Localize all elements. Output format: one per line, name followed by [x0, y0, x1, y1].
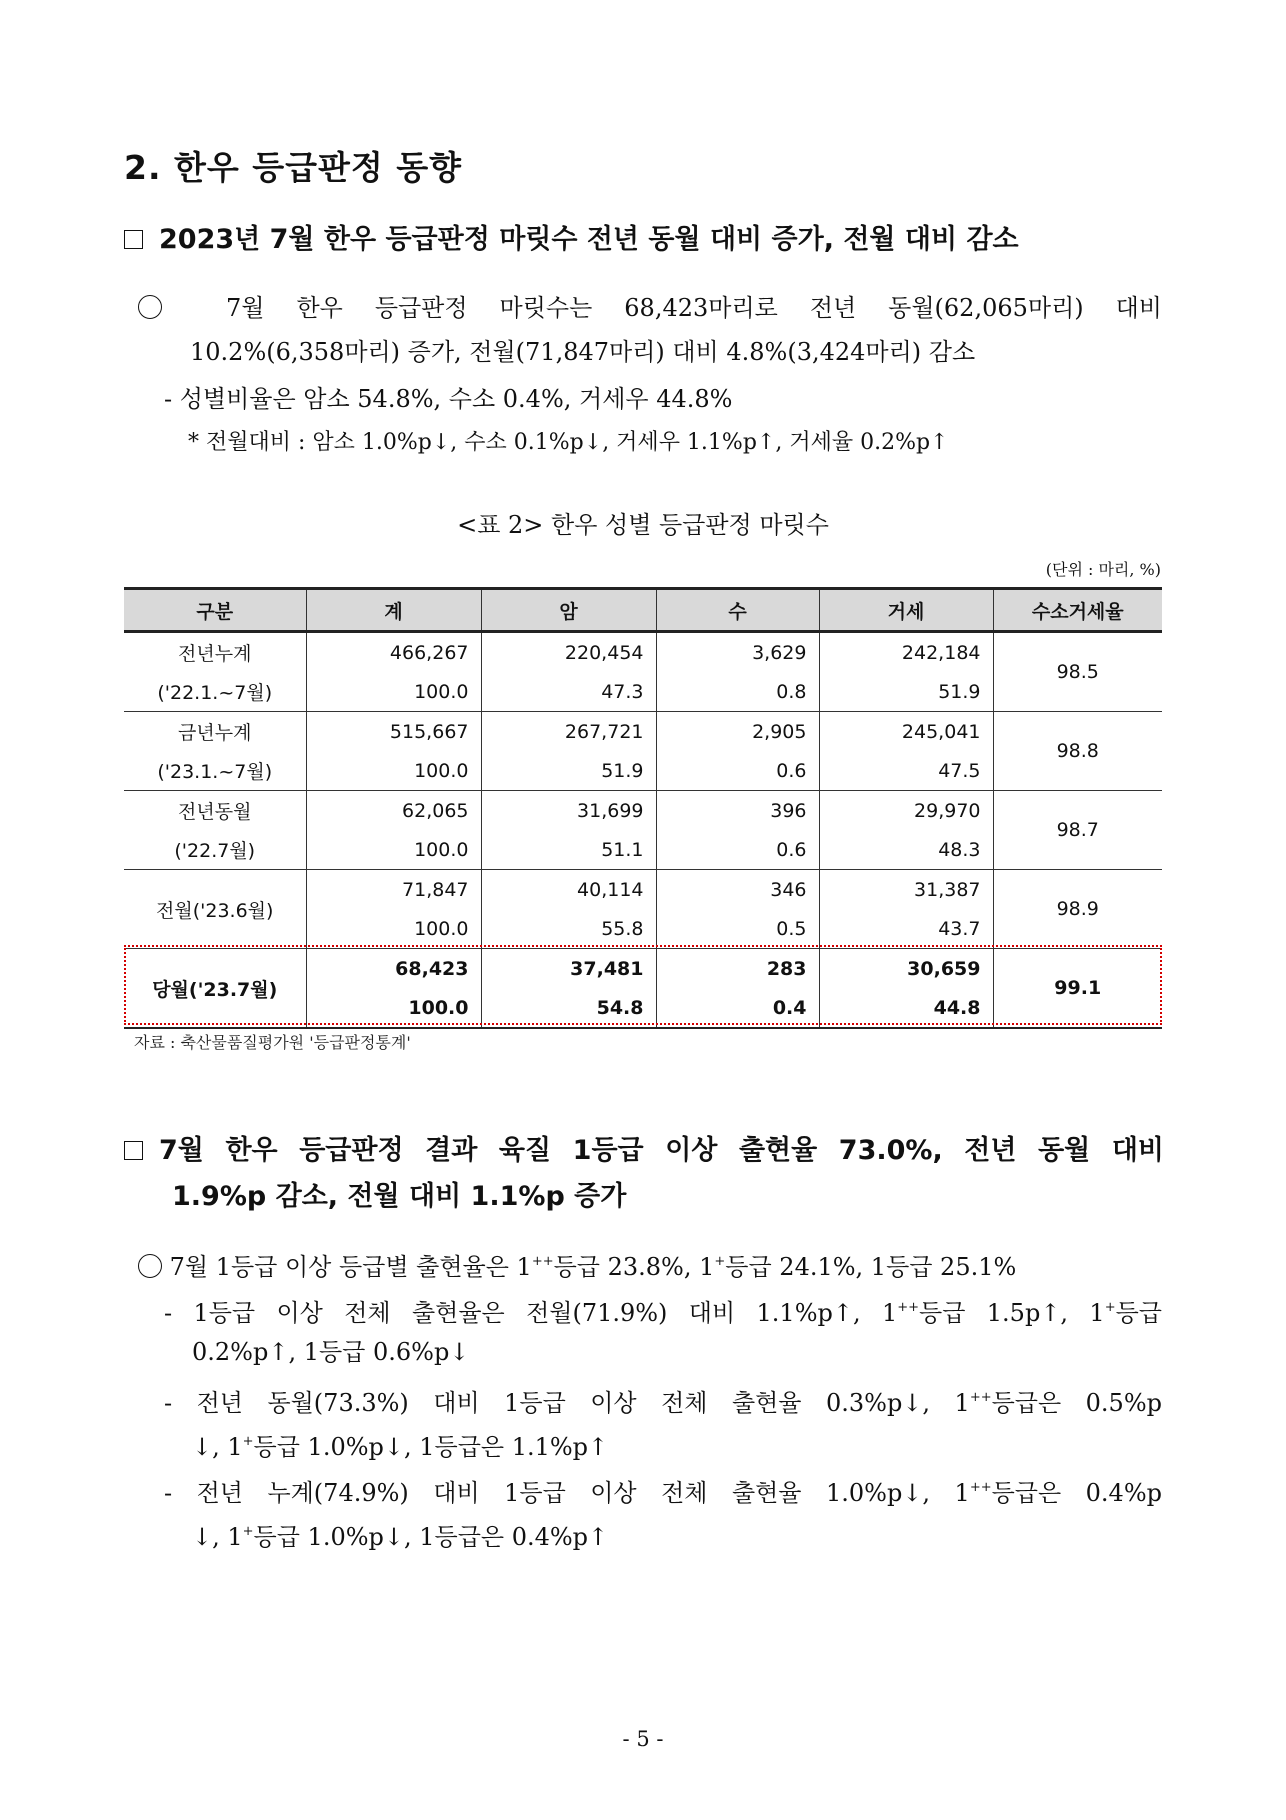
cell-ratio: 51.1 [481, 830, 656, 870]
cell-count: 245,041 [819, 712, 993, 752]
cell-count: 283 [656, 949, 819, 989]
row-label: 금년누계 [124, 712, 306, 752]
cell-rate: 98.7 [993, 791, 1162, 870]
paragraph-2-dash-3-line-2: ↓, 1+등급 1.0%p↓, 1등급은 0.4%p↑ [192, 1523, 609, 1551]
cell-count: 30,659 [819, 949, 993, 989]
header-total: 계 [306, 589, 481, 632]
cell-count: 40,114 [481, 870, 656, 910]
paragraph-2-main: 7월 1등급 이상 등급별 출현율은 1++등급 23.8%, 1+등급 24.1%, 1등급 25.1% [138, 1240, 1016, 1289]
cell-rate: 98.8 [993, 712, 1162, 791]
row-sublabel: ('22.1.~7월) [124, 672, 306, 712]
cell-count: 2,905 [656, 712, 819, 752]
cell-ratio: 55.8 [481, 909, 656, 949]
section-title: 2. 한우 등급판정 동향 [124, 148, 462, 187]
page-number: - 5 - [622, 1727, 664, 1751]
row-sublabel: ('23.1.~7월) [124, 751, 306, 791]
headline-2-line-2: 1.9%p 감소, 전월 대비 1.1%p 증가 [172, 1181, 627, 1212]
table-row [124, 791, 1162, 831]
paragraph-1-line-1: 7월 한우 등급판정 마릿수는 68,423마리로 전년 동월(62,065마리) 대비 [138, 286, 1162, 330]
cell-ratio: 0.6 [656, 751, 819, 791]
checkbox-square-icon [124, 1141, 143, 1160]
table-source: 자료 : 축산물품질평가원 '등급판정통계' [134, 1033, 411, 1052]
cell-count: 515,667 [306, 712, 481, 752]
paragraph-1-note: * 전월대비 : 암소 1.0%p↓, 수소 0.1%p↓, 거세우 1.1%p↑, 거세율 0.2%p↑ [188, 430, 949, 455]
cell-ratio: 0.5 [656, 909, 819, 949]
cell-ratio: 100.0 [306, 988, 481, 1028]
cell-rate: 98.9 [993, 870, 1162, 949]
cell-ratio: 47.3 [481, 672, 656, 712]
cell-count: 220,454 [481, 632, 656, 673]
table-row-current [124, 949, 1162, 989]
table-caption: <표 2> 한우 성별 등급판정 마릿수 [457, 511, 829, 539]
row-label: 전월('23.6월) [124, 870, 306, 949]
circle-bullet-icon [138, 295, 162, 319]
headline-1-text: 2023년 7월 한우 등급판정 마릿수 전년 동월 대비 증가, 전월 대비 감소 [159, 224, 1019, 255]
cell-ratio: 44.8 [819, 988, 993, 1028]
cell-count: 29,970 [819, 791, 993, 831]
cell-ratio: 54.8 [481, 988, 656, 1028]
cell-rate: 98.5 [993, 632, 1162, 712]
table-row [124, 712, 1162, 752]
cell-count: 31,387 [819, 870, 993, 910]
headline-1 [124, 217, 1164, 263]
cell-count: 62,065 [306, 791, 481, 831]
cell-ratio: 0.6 [656, 830, 819, 870]
paragraph-2-dash-2-line-1: - 전년 동월(73.3%) 대비 1등급 이상 전체 출현율 0.3%p↓, 1++등급은 0.5%p [164, 1389, 1162, 1417]
header-male: 수 [656, 589, 819, 632]
header-steer: 거세 [819, 589, 993, 632]
headline-2-line-1: 7월 한우 등급판정 결과 육질 1등급 이상 출현율 73.0%, 전년 동월 대비 [159, 1135, 1164, 1166]
cell-ratio: 51.9 [481, 751, 656, 791]
headline-2 [124, 1128, 1164, 1220]
row-sublabel: ('22.7월) [124, 830, 306, 870]
cell-ratio: 43.7 [819, 909, 993, 949]
cell-count: 346 [656, 870, 819, 910]
cell-count: 466,267 [306, 632, 481, 673]
cell-ratio: 100.0 [306, 909, 481, 949]
paragraph-2-dash-3-line-1: - 전년 누계(74.9%) 대비 1등급 이상 전체 출현율 1.0%p↓, 1++등급은 0.4%p [164, 1479, 1162, 1507]
cell-ratio: 47.5 [819, 751, 993, 791]
cell-count: 68,423 [306, 949, 481, 989]
cell-ratio: 100.0 [306, 830, 481, 870]
cell-count: 31,699 [481, 791, 656, 831]
checkbox-square-icon [124, 230, 143, 249]
cell-count: 267,721 [481, 712, 656, 752]
paragraph-2-dash-2-line-2: ↓, 1+등급 1.0%p↓, 1등급은 1.1%p↑ [192, 1433, 609, 1461]
header-castration-rate: 수소거세율 [993, 589, 1162, 632]
cell-count: 242,184 [819, 632, 993, 673]
paragraph-1-line-2: 10.2%(6,358마리) 증가, 전월(71,847마리) 대비 4.8%(3,424마리) 감소 [190, 338, 976, 366]
row-label: 전년누계 [124, 632, 306, 673]
cell-count: 71,847 [306, 870, 481, 910]
cell-count: 37,481 [481, 949, 656, 989]
circle-bullet-icon [138, 1254, 162, 1278]
paragraph-2-dash-1-line-1: - 1등급 이상 전체 출현율은 전월(71.9%) 대비 1.1%p↑, 1++등급 1.5p↑, 1+등급 [164, 1299, 1162, 1327]
paragraph-1-dash: - 성별비율은 암소 54.8%, 수소 0.4%, 거세우 44.8% [164, 385, 733, 413]
table-row [124, 632, 1162, 673]
cell-ratio: 51.9 [819, 672, 993, 712]
cell-ratio: 0.8 [656, 672, 819, 712]
cell-ratio: 0.4 [656, 988, 819, 1028]
header-category: 구분 [124, 589, 306, 632]
table-row [124, 870, 1162, 910]
paragraph-2-dash-1-line-2: 0.2%p↑, 1등급 0.6%p↓ [192, 1338, 470, 1366]
grading-table [124, 587, 1162, 1029]
cell-count: 3,629 [656, 632, 819, 673]
row-label: 당월('23.7월) [124, 949, 306, 1029]
cell-ratio: 100.0 [306, 751, 481, 791]
cell-count: 396 [656, 791, 819, 831]
row-label: 전년동월 [124, 791, 306, 831]
cell-rate: 99.1 [993, 949, 1162, 1029]
cell-ratio: 48.3 [819, 830, 993, 870]
table-unit: (단위 : 마리, %) [1045, 560, 1161, 579]
cell-ratio: 100.0 [306, 672, 481, 712]
table-header-row [124, 589, 1162, 632]
header-female: 암 [481, 589, 656, 632]
